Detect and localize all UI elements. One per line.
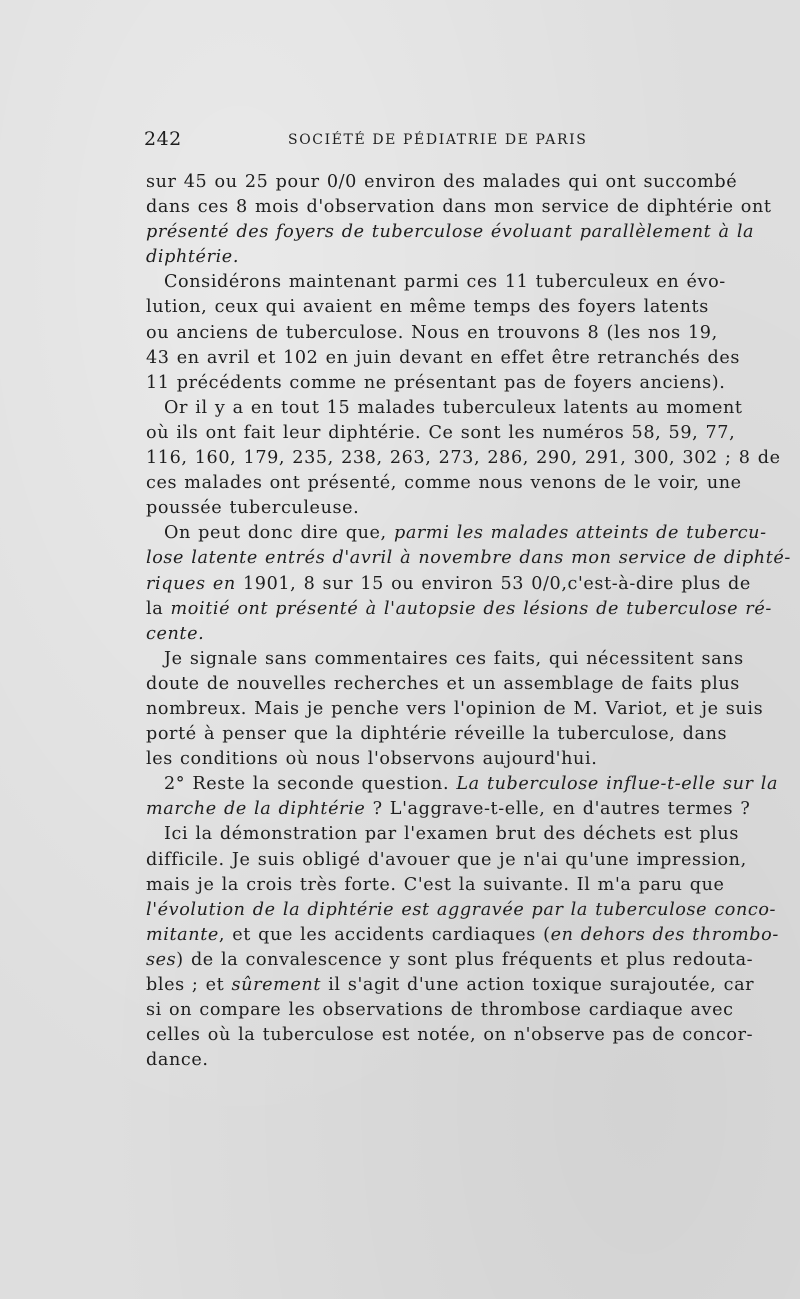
text-run: ? L'aggrave-t-elle, en d'autres termes ? (365, 799, 751, 820)
paragraph-2 (146, 270, 741, 395)
italic-run: ses (146, 949, 177, 970)
text-line: où ils ont fait leur diphtérie. Ce sont les numéros 58, 59, 77, (146, 422, 736, 443)
text-line: Ici la démonstration par l'examen brut des déchets est plus (164, 824, 739, 845)
paragraph-1 (146, 170, 772, 270)
text-line: nombreux. Mais je penche vers l'opinion de M. Variot, et je suis (146, 698, 764, 719)
text-run: il s'agit d'une action toxique surajoutée, car (321, 975, 755, 995)
text-line: difficile. Je suis obligé d'avouer que je n'ai qu'une impression, (146, 849, 747, 870)
text-line: les conditions où nous l'observons aujourd'hui. (146, 749, 598, 770)
italic-run: riques en (146, 573, 236, 594)
text-line (146, 572, 751, 597)
italic-run: La tuberculose influe-t-elle sur la (456, 774, 779, 795)
text-line (146, 923, 779, 948)
italic-run: moitié ont présenté à l'autopsie des lésions de tuberculose ré- (170, 598, 772, 619)
text-run: On peut donc dire que, (164, 523, 394, 544)
italic-run: mitante (146, 924, 219, 945)
text-run: la (146, 598, 171, 619)
italic-run: parmi les malades atteints de tubercu- (393, 523, 767, 544)
italic-run: marche de la diphtérie (146, 799, 366, 820)
text-run: ) de la convalescence y sont plus fréquents et plus redouta- (176, 949, 754, 970)
running-head: SOCIÉTÉ DE PÉDIATRIE DE PARIS (288, 132, 588, 148)
text-line (146, 797, 751, 822)
italic-run: sûrement (231, 975, 322, 995)
text-line: l'évolution de la diphtérie est aggravée par la tuberculose conco- (146, 899, 777, 920)
text-line: dans ces 8 mois d'observation dans mon service de diphtérie ont (146, 197, 772, 218)
page-header (144, 128, 684, 158)
text-line: présenté des foyers de tuberculose évoluant parallèlement à la (146, 222, 755, 243)
text-line (146, 521, 767, 546)
text-line: dance. (146, 1050, 209, 1071)
text-line: si on compare les observations de thrombose cardiaque avec (146, 1000, 734, 1021)
paragraph-5 (146, 647, 764, 772)
text-line: lose latente entrés d'avril à novembre dans mon service de diphté- (146, 548, 791, 569)
paragraph-4 (146, 521, 791, 646)
page-number: 242 (144, 128, 182, 150)
text-line: Or il y a en tout 15 malades tuberculeux latents au moment (164, 397, 743, 418)
text-line (146, 973, 755, 998)
text-line (146, 772, 779, 797)
text-line: poussée tuberculeuse. (146, 498, 360, 519)
text-line (146, 948, 754, 973)
text-line: doute de nouvelles recherches et un assemblage de faits plus (146, 673, 740, 694)
italic-run: en dehors des thrombo- (550, 924, 779, 945)
text-line: 116, 160, 179, 235, 238, 263, 273, 286, 290, 291, 300, 302 ; 8 de (146, 448, 781, 469)
paragraph-3 (146, 396, 781, 521)
text-line: celles où la tuberculose est notée, on n'observe pas de concor- (146, 1025, 754, 1046)
text-line: lution, ceux qui avaient en même temps des foyers latents (146, 297, 709, 318)
text-line: 11 précédents comme ne présentant pas de foyers anciens). (146, 372, 726, 393)
text-line: porté à penser que la diphtérie réveille la tuberculose, dans (146, 724, 728, 745)
paragraph-7 (146, 822, 779, 1073)
text-line: 43 en avril et 102 en juin devant en effet être retranchés des (146, 347, 741, 368)
text-run: 2° Reste la seconde question. (164, 774, 457, 795)
text-line: cente. (146, 623, 205, 644)
text-line: sur 45 ou 25 pour 0/0 environ des malades qui ont succombé (146, 172, 738, 192)
text-line: diphtérie. (146, 247, 240, 268)
text-run: , et que les accidents cardiaques ( (218, 924, 551, 945)
text-line (146, 597, 772, 622)
text-run: 1901, 8 sur 15 ou environ 53 0/0,c'est-à-dire plus de (235, 573, 751, 594)
paragraph-6 (146, 772, 779, 822)
text-line: ces malades ont présenté, comme nous venons de le voir, une (146, 473, 742, 494)
text-line: ou anciens de tuberculose. Nous en trouvons 8 (les nos 19, (146, 322, 718, 343)
body-text (146, 170, 791, 1073)
text-line: mais je la crois très forte. C'est la suivante. Il m'a paru que (146, 874, 725, 895)
text-line: Considérons maintenant parmi ces 11 tuberculeux en évo- (164, 272, 726, 293)
text-line: Je signale sans commentaires ces faits, qui nécessitent sans (164, 648, 744, 669)
text-run: bles ; et (146, 975, 232, 995)
